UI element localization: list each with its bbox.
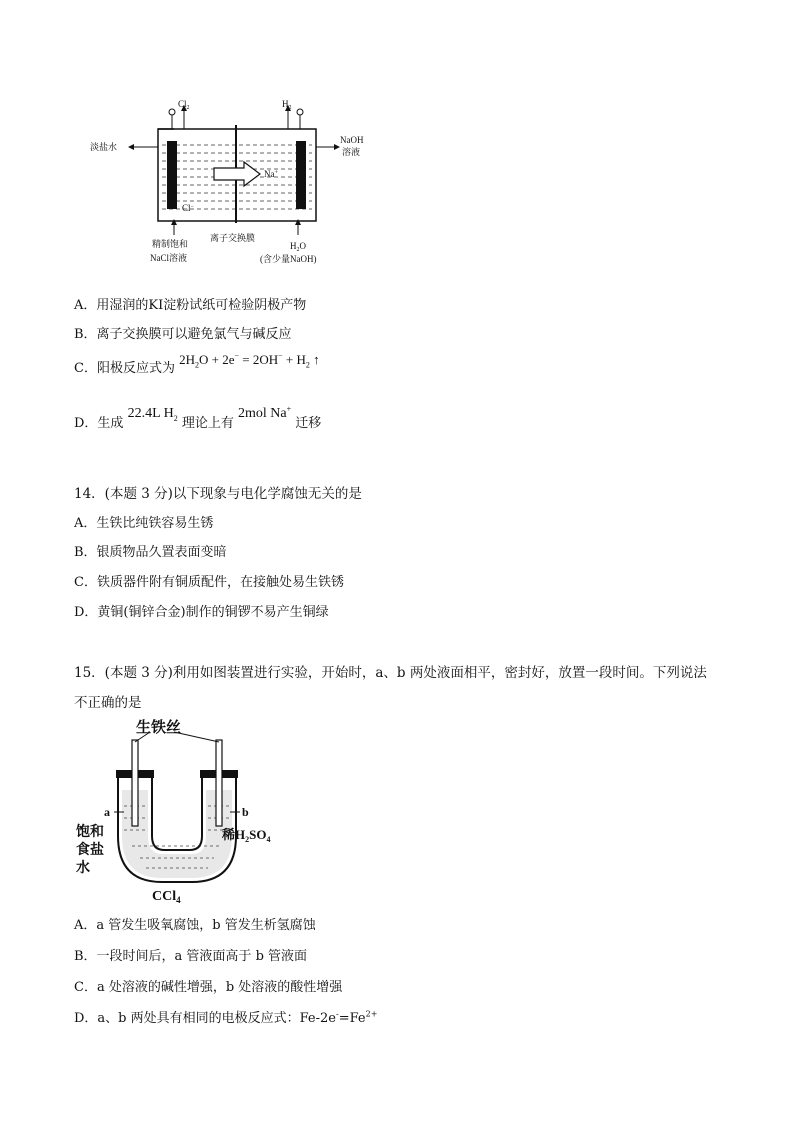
electrolysis-cell-figure: [74, 95, 374, 275]
iron-wire-right: [216, 740, 222, 826]
svg-text:Cl−: Cl−: [182, 203, 194, 213]
svg-text:溶液: 溶液: [342, 147, 361, 157]
svg-text:生铁丝: 生铁丝: [136, 720, 182, 736]
svg-text:精制饱和: 精制饱和: [152, 239, 189, 249]
svg-text:离子交换膜: 离子交换膜: [210, 233, 256, 243]
na-moles: 2mol Na+: [238, 404, 292, 421]
q15-stem-line1: 15．(本题 3 分)利用如图装置进行实验，开始时，a、b 两处液面相平，密封好，放置一段时间。下列说法: [74, 665, 707, 681]
anode-electrode: [167, 141, 177, 209]
anode-equation: $2H_2O + 2e^- = 2OH^- + H_2$ ↑: [179, 351, 320, 370]
q14-stem: 14．(本题 3 分)以下现象与电化学腐蚀无关的是: [74, 486, 362, 502]
svg-text:H2O: $H_2O$: [290, 241, 306, 253]
q15-option-b: B．一段时间后，a 管液面高于 b 管液面: [74, 949, 308, 964]
q15-option-a: A．a 管发生吸氧腐蚀，b 管发生析氢腐蚀: [74, 918, 316, 933]
svg-text:稀H2SO4: 稀$H_2SO_4$: [222, 827, 271, 844]
svg-text:(含少量NaOH): (含少量NaOH): [260, 254, 317, 264]
svg-text:H2: $H_2$: [282, 99, 292, 111]
svg-text:NaOH: NaOH: [340, 135, 364, 145]
svg-text:食盐: 食盐: [76, 843, 104, 858]
q14-option-a: A．生铁比纯铁容易生锈: [74, 516, 214, 531]
svg-text:Cl2: $Cl_2$: [178, 99, 190, 111]
q15-option-c: C．a 处溶液的碱性增强，b 处溶液的酸性增强: [74, 980, 343, 995]
q13-option-a: A．用湿润的KI淀粉试纸可检验阴极产物: [74, 298, 307, 313]
q14-option-d: D．黄铜(铜锌合金)制作的铜锣不易产生铜绿: [74, 605, 329, 620]
svg-text:水: 水: [76, 861, 90, 876]
svg-text:a: a: [104, 805, 110, 819]
svg-text:NaCl溶液: NaCl溶液: [150, 253, 187, 263]
q15-stem-line2: 不正确的是: [74, 695, 142, 711]
u-tube-figure: [74, 718, 304, 908]
svg-text:Na+: Na+: [264, 169, 278, 179]
q13-option-d: D．生成 22.4L $H_2$ 理论上有 2mol Na+ 迁移: [74, 404, 322, 431]
iron-wire-left: [132, 740, 138, 826]
svg-text:饱和: 饱和: [76, 825, 104, 840]
svg-text:CCl4: CCl$_4$: [152, 889, 181, 905]
cathode-electrode: [296, 141, 306, 209]
h2-volume: 22.4L $H_2$: [127, 406, 178, 423]
q13-option-c: C．阳极反应式为 $2H_2O + 2e^- = 2OH^- + H_2$ ↑: [74, 351, 320, 376]
q13-option-b: B．离子交换膜可以避免氯气与碱反应: [74, 327, 292, 342]
q15-option-d: D．a、b 两处具有相同的电极反应式：$Fe-2e^-=Fe^{2+}$: [74, 1009, 378, 1026]
svg-text:b: b: [242, 805, 249, 819]
svg-text:淡盐水: 淡盐水: [90, 142, 118, 152]
q14-option-b: B．银质物品久置表面变暗: [74, 545, 227, 560]
q14-option-c: C．铁质器件附有铜质配件，在接触处易生铁锈: [74, 575, 344, 590]
